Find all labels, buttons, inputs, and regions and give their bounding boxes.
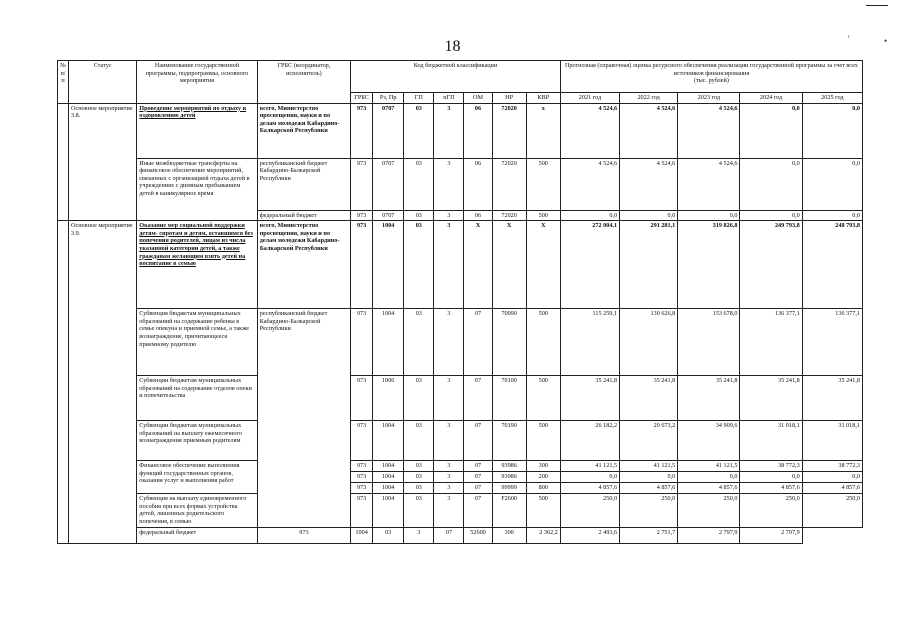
program-name-cell: Субвенция на выплату единовременного пособия при всех формах устройства детей, лишенных родительского попечения, в семью — [137, 494, 257, 527]
col-grbs-header: ГРБС (координатор, исполнитель) — [257, 61, 350, 104]
status-cell: Основное мероприятие 3.8. — [69, 103, 137, 221]
table-row — [58, 494, 863, 527]
forecast-value-cell: 4 857,6 — [678, 483, 740, 494]
code-col-header: пГП — [434, 93, 464, 104]
budget-code-cell: 973 — [257, 527, 350, 543]
grbs-cell: всего, Министерство просвещения, науки и по делам молодежи Кабардино-Балкарской Республики — [257, 221, 350, 309]
budget-code-cell: 70190 — [492, 421, 526, 461]
budget-code-cell: 973 — [351, 309, 373, 376]
forecast-value-cell: 4 524,6 — [620, 103, 678, 158]
forecast-value-cell: 0,0 — [802, 210, 862, 221]
budget-code-cell: X — [492, 221, 526, 309]
budget-code-cell: 3 — [434, 494, 464, 527]
forecast-value-cell: 4 524,6 — [620, 158, 678, 210]
forecast-value-cell: 2 797,9 — [740, 527, 802, 543]
grbs-cell: федеральный бюджет — [257, 210, 350, 221]
row-number-cell — [58, 221, 69, 543]
budget-code-cell: 973 — [351, 461, 373, 472]
budget-code-cell: 1004 — [373, 472, 404, 483]
budget-code-cell: 07 — [464, 494, 492, 527]
budget-code-cell: 500 — [526, 421, 560, 461]
budget-code-cell: 3 — [434, 421, 464, 461]
budget-code-cell: 973 — [351, 210, 373, 221]
year-col-header: 2022 год — [620, 93, 678, 104]
budget-code-cell: 03 — [404, 461, 434, 472]
budget-code-cell: x — [526, 103, 560, 158]
budget-code-cell: 3 — [434, 309, 464, 376]
forecast-value-cell: 130 626,8 — [620, 309, 678, 376]
forecast-value-cell: 35 241,8 — [620, 376, 678, 421]
code-col-header: ГРБС — [351, 93, 373, 104]
scan-mark: • — [884, 36, 888, 46]
forecast-value-cell: 2 751,7 — [620, 527, 678, 543]
budget-code-cell: 07 — [464, 421, 492, 461]
budget-code-cell: 03 — [404, 483, 434, 494]
forecast-value-cell: 319 826,8 — [678, 221, 740, 309]
budget-code-cell: 70090 — [492, 309, 526, 376]
budget-code-cell: 300 — [492, 527, 526, 543]
forecast-value-cell: 35 241,8 — [802, 376, 862, 421]
col-status-header: Статус — [69, 61, 137, 104]
budget-code-cell: 3 — [434, 472, 464, 483]
budget-code-cell: 3 — [434, 483, 464, 494]
budget-code-cell: 800 — [526, 483, 560, 494]
forecast-value-cell: 4 524,6 — [560, 158, 619, 210]
forecast-value-cell: 0,0 — [740, 158, 802, 210]
col-num-header: № п/п — [58, 61, 69, 104]
scan-mark: ' — [848, 34, 850, 44]
forecast-value-cell: 35 241,8 — [740, 376, 802, 421]
forecast-units: (тыс. рублей) — [693, 77, 729, 85]
budget-code-cell: 03 — [404, 103, 434, 158]
forecast-value-cell: 0,0 — [560, 210, 619, 221]
budget-code-cell: 07 — [464, 309, 492, 376]
table-row — [58, 103, 863, 158]
forecast-value-cell: 2 797,9 — [678, 527, 740, 543]
program-name-cell: Иные межбюджетные трансферты на финансовое обеспечение мероприятий, связанных с организацией отдыха детей в учреждениях с дневным пребыванием детей в каникулярное время — [137, 158, 257, 221]
budget-code-cell: 03 — [373, 527, 404, 543]
budget-code-cell: 3 — [434, 461, 464, 472]
top-right-scan-line — [866, 5, 888, 6]
budget-code-cell: 973 — [351, 376, 373, 421]
forecast-value-cell: 38 772,3 — [802, 461, 862, 472]
budget-code-cell: 52600 — [464, 527, 492, 543]
forecast-value-cell: 136 377,1 — [740, 309, 802, 376]
forecast-value-cell: 115 259,1 — [560, 309, 619, 376]
budget-code-cell: 973 — [351, 472, 373, 483]
budget-code-cell: 200 — [526, 472, 560, 483]
forecast-value-cell: 41 121,5 — [560, 461, 619, 472]
budget-code-cell: 0707 — [373, 158, 404, 210]
budget-code-cell: 3 — [434, 158, 464, 210]
budget-code-cell: 1004 — [351, 527, 373, 543]
table-row — [58, 461, 863, 472]
table-row — [58, 309, 863, 376]
budget-code-cell: 0707 — [373, 103, 404, 158]
budget-code-cell: 3 — [434, 376, 464, 421]
budget-code-cell: 973 — [351, 483, 373, 494]
forecast-value-cell: 0,0 — [678, 210, 740, 221]
budget-code-cell: 93986 — [492, 472, 526, 483]
page-number: 18 — [444, 38, 461, 55]
table-row — [58, 158, 863, 210]
budget-code-cell: 500 — [526, 376, 560, 421]
forecast-value-cell: 4 524,6 — [678, 103, 740, 158]
grbs-cell: республиканский бюджет Кабардино-Балкарской Республики — [257, 309, 350, 527]
forecast-value-cell: 0,0 — [740, 472, 802, 483]
code-col-header: КВР — [526, 93, 560, 104]
budget-code-cell: 72020 — [492, 158, 526, 210]
col-forecast-header — [560, 61, 862, 93]
forecast-value-cell: 4 524,6 — [678, 158, 740, 210]
budget-code-cell: 973 — [351, 221, 373, 309]
budget-code-cell: 1004 — [373, 483, 404, 494]
budget-code-cell: 03 — [404, 472, 434, 483]
program-name-cell: Субвенция бюджетам муниципальных образований на содержание ребенка в семье опекуна и приемной семье, а также вознаграждение, причитающееся приемному родителю — [137, 309, 257, 376]
budget-code-cell: 1004 — [373, 421, 404, 461]
forecast-value-cell: 248 793,8 — [802, 221, 862, 309]
grbs-cell: республиканский бюджет Кабардино-Балкарской Республики — [257, 158, 350, 210]
budget-code-cell: 500 — [526, 309, 560, 376]
budget-code-cell: 3 — [434, 103, 464, 158]
forecast-value-cell: 34 909,6 — [678, 421, 740, 461]
forecast-value-cell: 35 241,8 — [560, 376, 619, 421]
forecast-value-cell: 0,0 — [620, 210, 678, 221]
forecast-value-cell: 291 281,1 — [620, 221, 678, 309]
code-col-header: НР — [492, 93, 526, 104]
row-number-cell — [58, 103, 69, 221]
budget-code-cell: 70100 — [492, 376, 526, 421]
col-budget-code-header: Код бюджетной классификации — [351, 61, 561, 93]
budget-code-cell: 03 — [404, 210, 434, 221]
forecast-value-cell: 0,0 — [560, 472, 619, 483]
budget-code-cell: 1006 — [373, 376, 404, 421]
forecast-value-cell: 35 241,8 — [678, 376, 740, 421]
year-col-header: 2025 год — [802, 93, 862, 104]
forecast-value-cell: 250,0 — [678, 494, 740, 527]
budget-code-cell: X — [526, 221, 560, 309]
forecast-value-cell: 4 857,6 — [740, 483, 802, 494]
forecast-value-cell: 26 182,2 — [560, 421, 619, 461]
table-row — [58, 527, 863, 543]
forecast-value-cell: 250,0 — [802, 494, 862, 527]
code-col-header: Рз, Пр — [373, 93, 404, 104]
budget-code-cell: 06 — [464, 158, 492, 210]
table-row — [58, 221, 863, 309]
forecast-value-cell: 0,0 — [802, 103, 862, 158]
budget-code-cell: 973 — [351, 103, 373, 158]
program-name-cell: Проведение мероприятий по отдыху и оздоровлению детей — [137, 103, 257, 158]
budget-code-cell: 07 — [464, 461, 492, 472]
forecast-value-cell: 0,0 — [620, 472, 678, 483]
budget-code-cell: 72020 — [492, 210, 526, 221]
budget-code-cell: 03 — [404, 221, 434, 309]
forecast-value-cell: 0,0 — [740, 103, 802, 158]
budget-code-cell: 3 — [404, 527, 434, 543]
forecast-value-cell: 0,0 — [802, 158, 862, 210]
budget-code-cell: 1004 — [373, 494, 404, 527]
forecast-value-cell: 0,0 — [802, 472, 862, 483]
program-name-cell: Оказание мер социальной поддержки детям- сиротам и детям, оставшимся без попечения родителей, лицам из числа указанной категории детей, а также гражданам желающим взять детей на воспитание в семью — [137, 221, 257, 309]
budget-code-cell: 500 — [526, 158, 560, 210]
forecast-value-cell: 41 121,5 — [678, 461, 740, 472]
budget-code-cell: 0707 — [373, 210, 404, 221]
budget-code-cell: F2600 — [492, 494, 526, 527]
budget-code-cell: X — [464, 221, 492, 309]
budget-code-cell: 300 — [526, 461, 560, 472]
forecast-value-cell: 0,0 — [678, 472, 740, 483]
forecast-value-cell: 4 524,6 — [560, 103, 619, 158]
budget-code-cell: 72020 — [492, 103, 526, 158]
budget-code-cell: 3 — [434, 210, 464, 221]
program-name-cell: Субвенции бюджетам муниципальных образований на содержание отделов опеки и попечительства — [137, 376, 257, 421]
budget-table — [57, 60, 863, 544]
program-name-cell: Субвенции бюджетам муниципальных образований на выплату ежемесячного вознаграждения приемным родителям — [137, 421, 257, 461]
forecast-value-cell: 250,0 — [740, 494, 802, 527]
budget-code-cell: 07 — [464, 376, 492, 421]
code-col-header: ГП — [404, 93, 434, 104]
budget-code-cell: 06 — [464, 210, 492, 221]
budget-code-cell: 1004 — [373, 461, 404, 472]
forecast-value-cell: 4 857,6 — [802, 483, 862, 494]
forecast-value-cell: 31 018,1 — [802, 421, 862, 461]
forecast-value-cell: 31 018,1 — [740, 421, 802, 461]
budget-code-cell: 99999 — [492, 483, 526, 494]
table-row — [58, 376, 863, 421]
budget-code-cell: 07 — [464, 483, 492, 494]
status-cell: Основное мероприятие 3.9. — [69, 221, 137, 543]
forecast-value-cell: 4 857,6 — [560, 483, 619, 494]
budget-code-cell: 03 — [404, 421, 434, 461]
forecast-value-cell: 2 493,6 — [560, 527, 619, 543]
budget-code-cell: 1004 — [373, 309, 404, 376]
forecast-value-cell: 0,0 — [740, 210, 802, 221]
budget-code-cell: 3 — [434, 221, 464, 309]
table-row — [58, 421, 863, 461]
budget-code-cell: 1004 — [373, 221, 404, 309]
budget-code-cell: 03 — [404, 158, 434, 210]
year-col-header: 2024 год — [740, 93, 802, 104]
budget-code-cell: 500 — [526, 210, 560, 221]
forecast-value-cell: 2 362,2 — [526, 527, 560, 543]
program-name-cell: Финансовое обеспечение выполнения функций государственных органов, оказания услуг и выполнения работ — [137, 461, 257, 494]
budget-code-cell: 973 — [351, 494, 373, 527]
code-col-header: ОМ — [464, 93, 492, 104]
budget-code-cell: 03 — [404, 376, 434, 421]
forecast-value-cell: 4 857,6 — [620, 483, 678, 494]
col-program-header: Наименование государственной программы, подпрограммы, основного мероприятия — [137, 61, 257, 104]
forecast-value-cell: 250,0 — [620, 494, 678, 527]
forecast-value-cell: 250,0 — [560, 494, 619, 527]
budget-code-cell: 03 — [404, 494, 434, 527]
forecast-value-cell: 29 673,2 — [620, 421, 678, 461]
forecast-value-cell: 136 377,1 — [802, 309, 862, 376]
budget-code-cell: 93986 — [492, 461, 526, 472]
forecast-value-cell: 272 004,1 — [560, 221, 619, 309]
budget-code-cell: 07 — [434, 527, 464, 543]
forecast-value-cell: 38 772,3 — [740, 461, 802, 472]
budget-code-cell: 06 — [464, 103, 492, 158]
grbs-cell: всего, Министерство просвещения, науки и по делам молодежи Кабардино-Балкарской Республики — [257, 103, 350, 158]
budget-code-cell: 500 — [526, 494, 560, 527]
budget-code-cell: 973 — [351, 421, 373, 461]
grbs-cell: федеральный бюджет — [137, 527, 257, 543]
forecast-value-cell: 153 678,0 — [678, 309, 740, 376]
year-col-header: 2021 год — [560, 93, 619, 104]
forecast-value-cell: 249 793,8 — [740, 221, 802, 309]
forecast-title: Прогнозная (справочная) оценка ресурсного обеспечения реализации государственной программы за счет всех источников финансирования — [564, 62, 858, 77]
budget-code-cell: 973 — [351, 158, 373, 210]
year-col-header: 2023 год — [678, 93, 740, 104]
budget-code-cell: 07 — [464, 472, 492, 483]
budget-code-cell: 03 — [404, 309, 434, 376]
forecast-value-cell: 41 121,5 — [620, 461, 678, 472]
